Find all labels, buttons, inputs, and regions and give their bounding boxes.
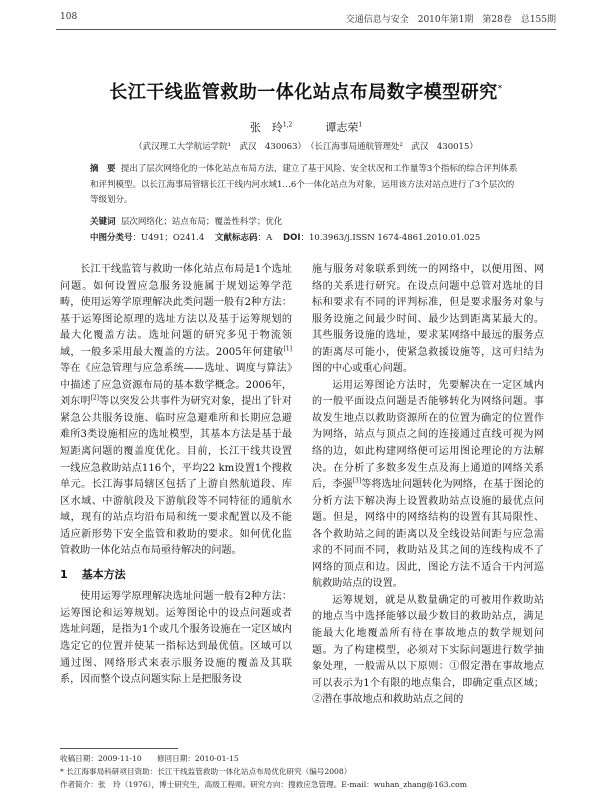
keywords bbox=[90, 215, 522, 231]
section-heading bbox=[60, 567, 292, 584]
paragraph-text: 等在《应急管理与应急系统——选址、调度与算法》中描述了应急资源布局的基本数学概念。2006年，刘东明 bbox=[60, 363, 292, 408]
clc-label: 中图分类号 bbox=[90, 233, 133, 243]
footnote-rule bbox=[60, 748, 178, 749]
paragraph-text: 运用运筹图论方法时，先要解决在一定区域内的一般平面设点问题是否能够转化为网络问题。事故发生地点以救助资源所在的位置为确定的位置作为网络，站点与顶点之间的连接通过直线可视为网络的边，如此构建网络便可运用图论理论的方法解决。在分析了多数多发生点及海上通道的网络关系后，李强 bbox=[312, 379, 544, 491]
doc-code-value: A bbox=[266, 233, 273, 243]
paragraph bbox=[60, 262, 292, 560]
footnote-fund: * 长江海事局科研项目资助：长江干线监管救助一体化站点布局优化研究（编号2008） bbox=[60, 767, 352, 776]
author-affil-mark: 1,2 bbox=[282, 121, 293, 129]
doi-value: 10.3963/j.ISSN 1674-4861.2010.01.025 bbox=[309, 233, 481, 243]
header-rule bbox=[56, 29, 556, 30]
body-column-right bbox=[312, 262, 544, 709]
author-name: 张 玲 bbox=[249, 121, 283, 134]
footnote-author-bio: 作者简介：张 玲（1976），博士研究生，高级工程师。研究方向：搜救应急管理。E-mail：wuhan_zhang@163.com bbox=[60, 780, 467, 789]
clc-value: U491；O241.4 bbox=[141, 233, 205, 243]
author-affil-mark: 1 bbox=[358, 121, 363, 129]
doc-code-label: 文献标志码 bbox=[215, 233, 258, 243]
paragraph bbox=[312, 378, 544, 593]
keywords-text: 层次网络化；站点布局；覆盖性科学；优化 bbox=[120, 217, 283, 227]
title-footnote-mark: * bbox=[497, 84, 503, 94]
classification-line: 中图分类号：U491；O241.4 文献标志码：A DOI：10.3963/j.ISSN 1674-4861.2010.01.025 bbox=[90, 233, 481, 243]
affiliation: （武汉理工大学航运学院¹ 武汉 430063） （长江海事局通航管理处² 武汉 430015） bbox=[134, 142, 478, 152]
page-number: 108 bbox=[60, 12, 78, 22]
citation: [3] bbox=[352, 477, 362, 485]
paragraph-text: 等将选址问题转化为网络，在基于图论的分析方法下解决海上设置救助站点设施的最优点问题。但是，网络中的网络结构的设置有其局限性、各个救助站之间的距离以及全线设站间距与应急需求的不同而不同，救助站及其之间的连线构成不了网络的顶点和边。因此，图论方法不适合干内河巡航救助站点的设置。 bbox=[312, 479, 545, 590]
paragraph-text: 长江干线监管与救助一体化站点布局是1个选址问题。如何设置应急服务设施属于规划运筹学范畴，使用运筹学原理解决此类问题一般有2种方法：基于运筹图论原理的选址方法以及基于运筹规划的最大化覆盖方法。选址问题的研究多见于物流领域，一般多采用最大覆盖的方法。2005年何建敏 bbox=[60, 264, 292, 358]
author-name: 谭志荣 bbox=[325, 121, 359, 134]
section-number: 1 bbox=[60, 567, 68, 581]
paragraph: 施与服务对象联系到统一的网络中，以便用图、网络的关系进行研究。在设点问题中总管对选址的目标和要求有不同的评判标准，但是要求服务对象与服务设施之间最少时间、最少达到距离某最大的。其些服务设施的选址，要求某网络中最远的服务点的距离尽可能小，使紧急救援设施等，这可归结为图的中心或重心问题。 bbox=[312, 264, 544, 375]
title-text: 长江干线监管救助一体化站点布局数字模型研究 bbox=[109, 82, 498, 103]
keywords-label: 关键词 bbox=[90, 217, 116, 227]
citation: [2] bbox=[90, 395, 99, 403]
paragraph-text: 等以突发公共事件为研究对象，提出了针对紧急公共服务设施、临时应急避难所和长期应急避难所3类设施相应的选址模型，其基本方法是基于最短距离问题的覆盖度优化。目前，长江干线共设置一线应急救助站点116个，平均22 km设置1个搜救单元。长江海事局辖区包括了上游自然航道段、库区水域、中游航段及下游航段等不同特征的通航水域，现有的站点均沿布局和统一要求配置以及不能适应新形势下安全监管和救助的要求。如何优化监管救助一体化站点布局亟待解决的问题。 bbox=[60, 396, 293, 557]
author-line bbox=[56, 119, 556, 135]
journal-header: 交通信息与安全 2010年第1期 第28卷 总155期 bbox=[345, 15, 556, 25]
body-column-left bbox=[60, 262, 292, 689]
paragraph: 使用运筹学原理解决选址问题一般有2种方法：运筹图论和运筹规划。运筹图论中的设点问题或者选址问题，是指为1个或几个服务设施在一定区域内选定它的位置并使某一指标达到最优值。区域可以通过图、网络形式来表示服务设施的覆盖及其联系，因而整个设点问题实际上是把服务设 bbox=[60, 591, 292, 686]
abstract-label: 摘 要 bbox=[90, 164, 116, 174]
paper-title bbox=[56, 78, 556, 104]
abstract-text: 提出了层次网络化的一体化站点布局方法，建立了基于风险、安全状况和工作量等3个指标的综合评判体系和评判模型。以长江海事局管辖长江干线内河水域1…6个一体化站点为对象，运用该方法对站点进行了3个层次的等级划分。 bbox=[90, 164, 518, 205]
citation: [1] bbox=[283, 345, 292, 353]
abstract bbox=[90, 162, 522, 209]
section-title: 基本方法 bbox=[81, 567, 126, 581]
doi-label: DOI bbox=[283, 233, 301, 243]
footnote-received: 收稿日期：2009-11-10 修回日期：2010-01-15 bbox=[60, 754, 239, 763]
paragraph: 运筹规划，就是从数量确定的可被用作救助站的地点当中选择能够以最少数目的救助站点，满足能最大化地覆盖所有待在事故地点的数学规划问题。为了构建模型，必须对下实际问题进行数学抽象处理，一般需从以下原则：①假定潜在事故地点可以表示为1个有限的地点集合，即确定重点区域；②潜在事故地点和救助站点之间的 bbox=[312, 594, 544, 706]
